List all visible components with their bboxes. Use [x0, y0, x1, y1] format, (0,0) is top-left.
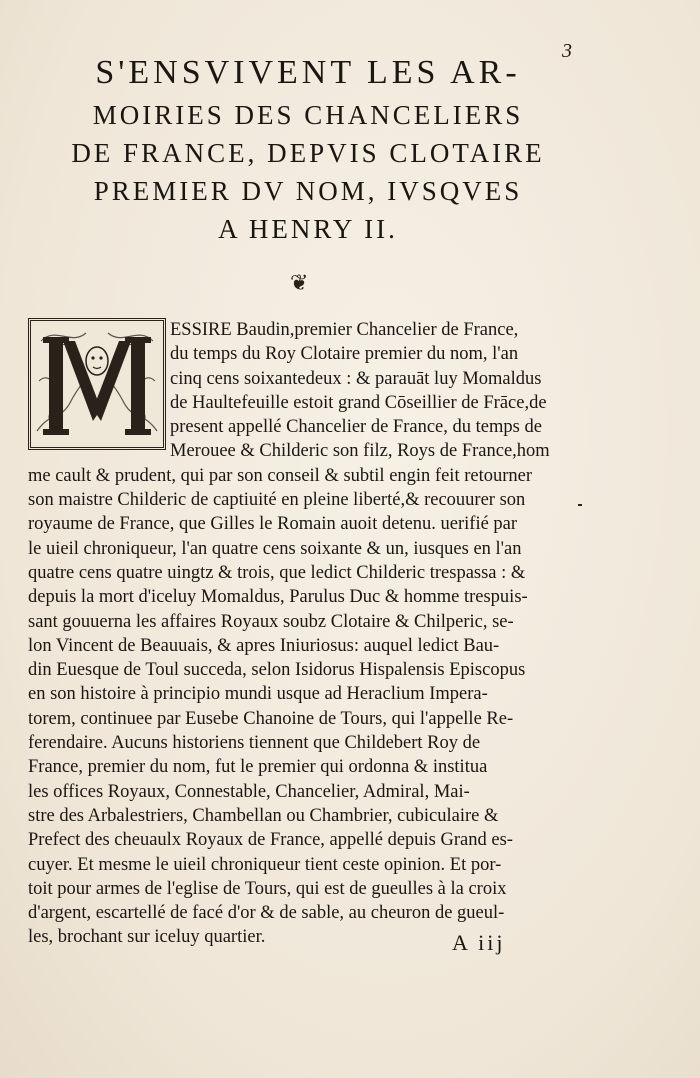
- signature-mark: A iij: [452, 930, 506, 955]
- text-line: present appellé Chancelier de France, du temps de: [170, 417, 542, 438]
- heading-line-1: S'ENSVIVENT LES AR-: [95, 54, 521, 91]
- text-line: Prefect des cheuaulx Royaux de France, appellé depuis Grand es-: [28, 830, 513, 851]
- text-line: France, premier du nom, fut le premier qui ordonna & institua: [28, 757, 488, 778]
- text-line: quatre cens quatre uingtz & trois, que ledict Childeric trespassa : &: [28, 562, 526, 583]
- fleuron-ornament: ❦: [290, 270, 309, 295]
- heading-line-4: PREMIER DV NOM, IVSQVES: [93, 176, 523, 206]
- text-line: les offices Royaux, Connestable, Chancelier, Admiral, Mai-: [28, 781, 470, 802]
- text-line: de Haultefeuille estoit grand Cōseillier de Frāce,de: [170, 392, 547, 413]
- text-line: din Euesque de Toul succeda, selon Isidorus Hispalensis Episcopus: [28, 660, 526, 681]
- text-line: les, brochant sur iceluy quartier.: [28, 927, 266, 948]
- text-line: cuyer. Et mesme le uieil chroniqueur tient ceste opinion. Et por-: [28, 854, 502, 875]
- chapter-heading: [28, 50, 588, 248]
- page-number: 3: [562, 40, 572, 62]
- text-line: le uieil chroniqueur, l'an quatre cens soixante & un, iusques en l'an: [28, 538, 522, 559]
- text-line: me cault & prudent, qui par son conseil & subtil engin feit retourner: [28, 465, 532, 486]
- heading-line-5: A HENRY II.: [218, 214, 398, 244]
- text-line: ESSIRE Baudin,premier Chancelier de France,: [170, 320, 519, 340]
- body-paragraph: [28, 318, 574, 950]
- text-line: depuis la mort d'iceluy Momaldus, Parulus Duc & homme trespuis-: [28, 587, 528, 608]
- heading-line-2: MOIRIES DES CHANCELIERS: [92, 100, 524, 130]
- text-line: en son histoire à principio mundi usque ad Heraclium Impera-: [28, 684, 488, 705]
- text-line: sant gouuerna les affaires Royaux soubz Clotaire & Chilperic, se-: [28, 611, 514, 632]
- ink-speck: [578, 504, 582, 506]
- text-line: cinq cens soixantedeux : & parauāt luy Momaldus: [170, 368, 542, 389]
- text-line: torem, continuee par Eusebe Chanoine de Tours, qui l'appelle Re-: [28, 708, 514, 729]
- text-line: ferendaire. Aucuns historiens tiennent que Childebert Roy de: [28, 733, 481, 754]
- heading-line-3: DE FRANCE, DEPVIS CLOTAIRE: [71, 138, 545, 168]
- text-line: lon Vincent de Beauuais, & apres Iniuriosus: auquel ledict Bau-: [28, 635, 500, 656]
- text-line: du temps du Roy Clotaire premier du nom, l'an: [170, 344, 519, 365]
- text-line: toit pour armes de l'eglise de Tours, qui est de gueulles à la croix: [28, 878, 507, 899]
- text-line: d'argent, escartellé de facé d'or & de sable, au cheuron de gueul-: [28, 903, 505, 924]
- text-line: royaume de France, que Gilles le Romain auoit detenu. uerifié par: [28, 514, 518, 535]
- text-line: stre des Arbalestriers, Chambellan ou Chambrier, cubiculaire &: [28, 805, 499, 826]
- text-line: son maistre Childeric de captiuité en pleine liberté,& recouurer son: [28, 490, 526, 511]
- text-line: Merouee & Childeric son filz, Roys de France,hom: [170, 441, 550, 462]
